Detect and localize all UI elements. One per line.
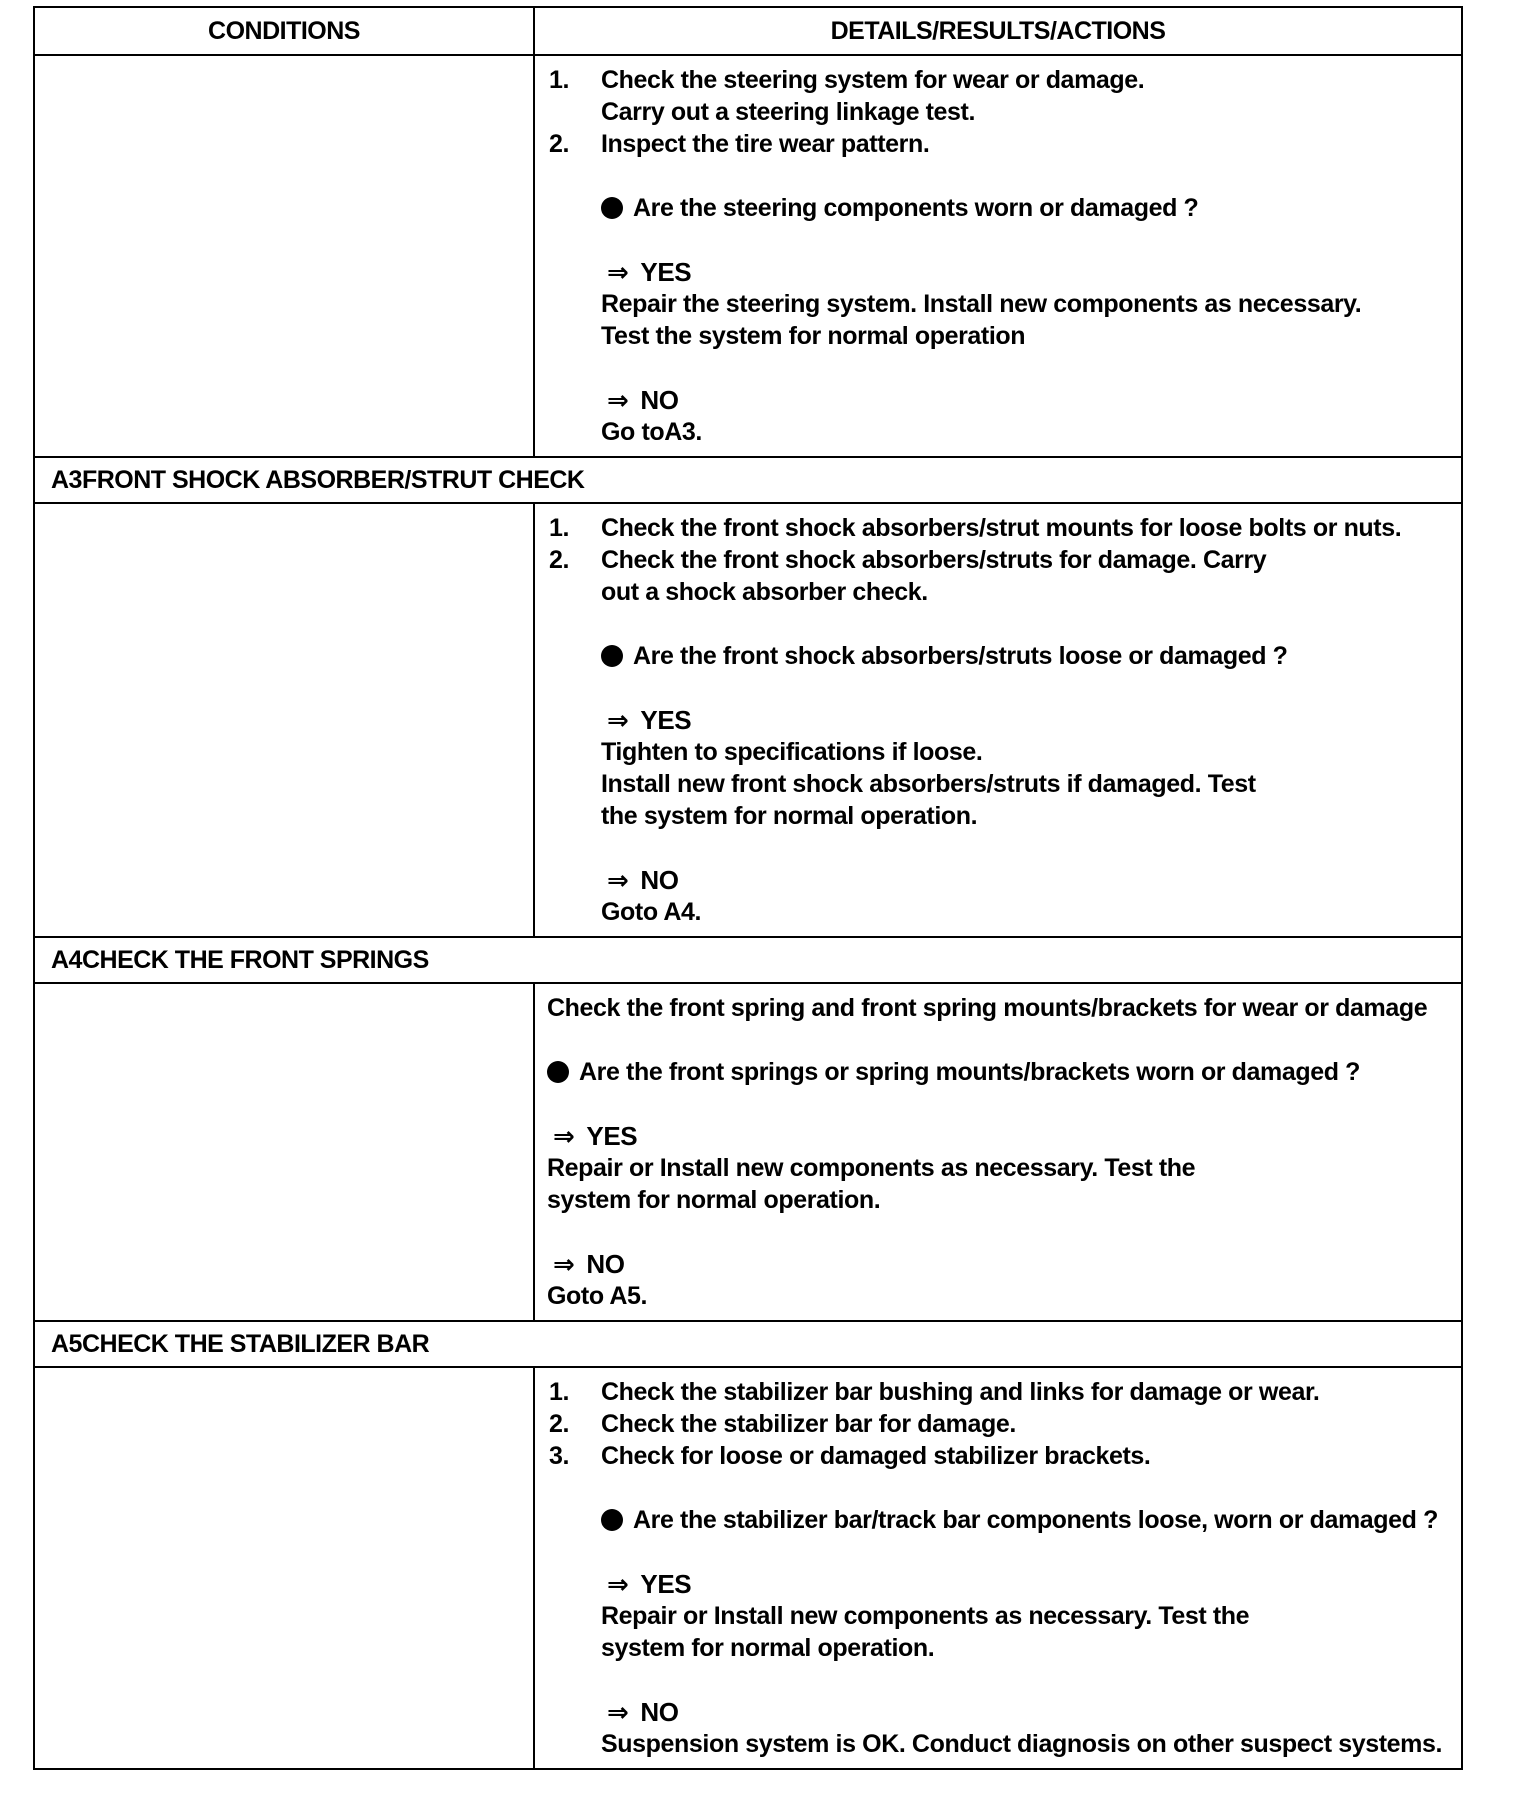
a3-section-title: A3FRONT SHOCK ABSORBER/STRUT CHECK xyxy=(34,457,1462,503)
yes-action-text: Repair or Install new components as necessary. Test the xyxy=(601,1602,1250,1630)
a3-question xyxy=(549,640,1453,672)
step-number: 3. xyxy=(549,1442,570,1470)
a2-yes-label: ⇒ YES xyxy=(607,257,692,287)
yes-action-text: system for normal operation. xyxy=(601,1634,935,1662)
right-arrow-icon: ⇒ xyxy=(607,257,629,287)
yes-action-text: the system for normal operation. xyxy=(601,802,978,830)
a4-intro-text: Check the front spring and front spring mounts/brackets for wear or damage xyxy=(547,994,1428,1022)
a5-conditions-cell xyxy=(34,1367,534,1769)
a5-details-cell xyxy=(534,1367,1462,1769)
diagnostic-table-sheet xyxy=(33,6,1461,1770)
a4-details-cell xyxy=(534,983,1462,1321)
a2-body-row xyxy=(34,55,1462,457)
step-number: 2. xyxy=(549,546,570,574)
right-arrow-icon: ⇒ xyxy=(553,1249,575,1279)
table-header-row xyxy=(34,7,1462,55)
step-text: Carry out a steering linkage test. xyxy=(601,98,976,126)
a4-yes-label: ⇒ YES xyxy=(553,1121,638,1151)
a4-body-row xyxy=(34,983,1462,1321)
a3-details-cell xyxy=(534,503,1462,937)
right-arrow-icon: ⇒ xyxy=(607,1697,629,1727)
yes-action-text: Repair or Install new components as necessary. Test the xyxy=(547,1154,1196,1182)
no-action-text: Go toA3. xyxy=(601,418,702,446)
step-number: 1. xyxy=(549,514,570,542)
a4-question xyxy=(547,1056,1453,1088)
bullet-icon xyxy=(601,645,623,667)
a5-step-1 xyxy=(549,1376,1453,1408)
a2-step-2 xyxy=(549,128,1453,160)
a3-step-2 xyxy=(549,544,1453,608)
right-arrow-icon: ⇒ xyxy=(607,705,629,735)
no-action-text: Goto A4. xyxy=(601,898,702,926)
step-number: 2. xyxy=(549,1410,570,1438)
right-arrow-icon: ⇒ xyxy=(553,1121,575,1151)
a4-conditions-cell xyxy=(34,983,534,1321)
a3-step-1 xyxy=(549,512,1453,544)
step-text: Check the front shock absorbers/struts for damage. Carry xyxy=(601,546,1267,574)
question-text: Are the stabilizer bar/track bar components loose, worn or damaged ? xyxy=(633,1506,1438,1534)
step-text: out a shock absorber check. xyxy=(601,578,928,606)
no-action-text: Suspension system is OK. Conduct diagnosis on other suspect systems. xyxy=(601,1730,1443,1758)
bullet-icon xyxy=(547,1061,569,1083)
a5-step-2 xyxy=(549,1408,1453,1440)
a4-section-row xyxy=(34,937,1462,983)
question-text: Are the steering components worn or damaged ? xyxy=(633,194,1199,222)
right-arrow-icon: ⇒ xyxy=(607,865,629,895)
a3-no-label: ⇒ NO xyxy=(607,865,679,895)
a3-body-row xyxy=(34,503,1462,937)
step-number: 1. xyxy=(549,66,570,94)
question-text: Are the front springs or spring mounts/brackets worn or damaged ? xyxy=(579,1058,1361,1086)
a3-yes-label: ⇒ YES xyxy=(607,705,692,735)
a2-no-label: ⇒ NO xyxy=(607,385,679,415)
question-text: Are the front shock absorbers/struts loose or damaged ? xyxy=(633,642,1288,670)
yes-action-text: Test the system for normal operation xyxy=(601,322,1026,350)
step-text: Check the steering system for wear or damage. xyxy=(601,66,1145,94)
a5-step-3 xyxy=(549,1440,1453,1472)
step-text: Inspect the tire wear pattern. xyxy=(601,130,930,158)
a5-question xyxy=(549,1504,1453,1536)
yes-action-text: Tighten to specifications if loose. xyxy=(601,738,983,766)
a5-section-title: A5CHECK THE STABILIZER BAR xyxy=(34,1321,1462,1367)
step-number: 2. xyxy=(549,130,570,158)
step-text: Check the front shock absorbers/strut mounts for loose bolts or nuts. xyxy=(601,514,1402,542)
a3-conditions-cell xyxy=(34,503,534,937)
yes-action-text: system for normal operation. xyxy=(547,1186,881,1214)
right-arrow-icon: ⇒ xyxy=(607,1569,629,1599)
a2-conditions-cell xyxy=(34,55,534,457)
step-text: Check the stabilizer bar for damage. xyxy=(601,1410,1016,1438)
no-action-text: Goto A5. xyxy=(547,1282,648,1310)
a5-body-row xyxy=(34,1367,1462,1769)
a5-no-label: ⇒ NO xyxy=(607,1697,679,1727)
a4-section-title: A4CHECK THE FRONT SPRINGS xyxy=(34,937,1462,983)
a2-step-1 xyxy=(549,64,1453,128)
a2-details-cell xyxy=(534,55,1462,457)
diagnostic-table xyxy=(33,6,1463,1770)
step-number: 1. xyxy=(549,1378,570,1406)
conditions-header: CONDITIONS xyxy=(34,7,534,55)
step-text: Check for loose or damaged stabilizer brackets. xyxy=(601,1442,1151,1470)
yes-action-text: Install new front shock absorbers/struts if damaged. Test xyxy=(601,770,1256,798)
a2-question xyxy=(549,192,1453,224)
a3-section-row xyxy=(34,457,1462,503)
a5-yes-label: ⇒ YES xyxy=(607,1569,692,1599)
yes-action-text: Repair the steering system. Install new components as necessary. xyxy=(601,290,1362,318)
right-arrow-icon: ⇒ xyxy=(607,385,629,415)
step-text: Check the stabilizer bar bushing and links for damage or wear. xyxy=(601,1378,1320,1406)
bullet-icon xyxy=(601,1509,623,1531)
a4-no-label: ⇒ NO xyxy=(553,1249,625,1279)
bullet-icon xyxy=(601,197,623,219)
details-header: DETAILS/RESULTS/ACTIONS xyxy=(534,7,1462,55)
a5-section-row xyxy=(34,1321,1462,1367)
